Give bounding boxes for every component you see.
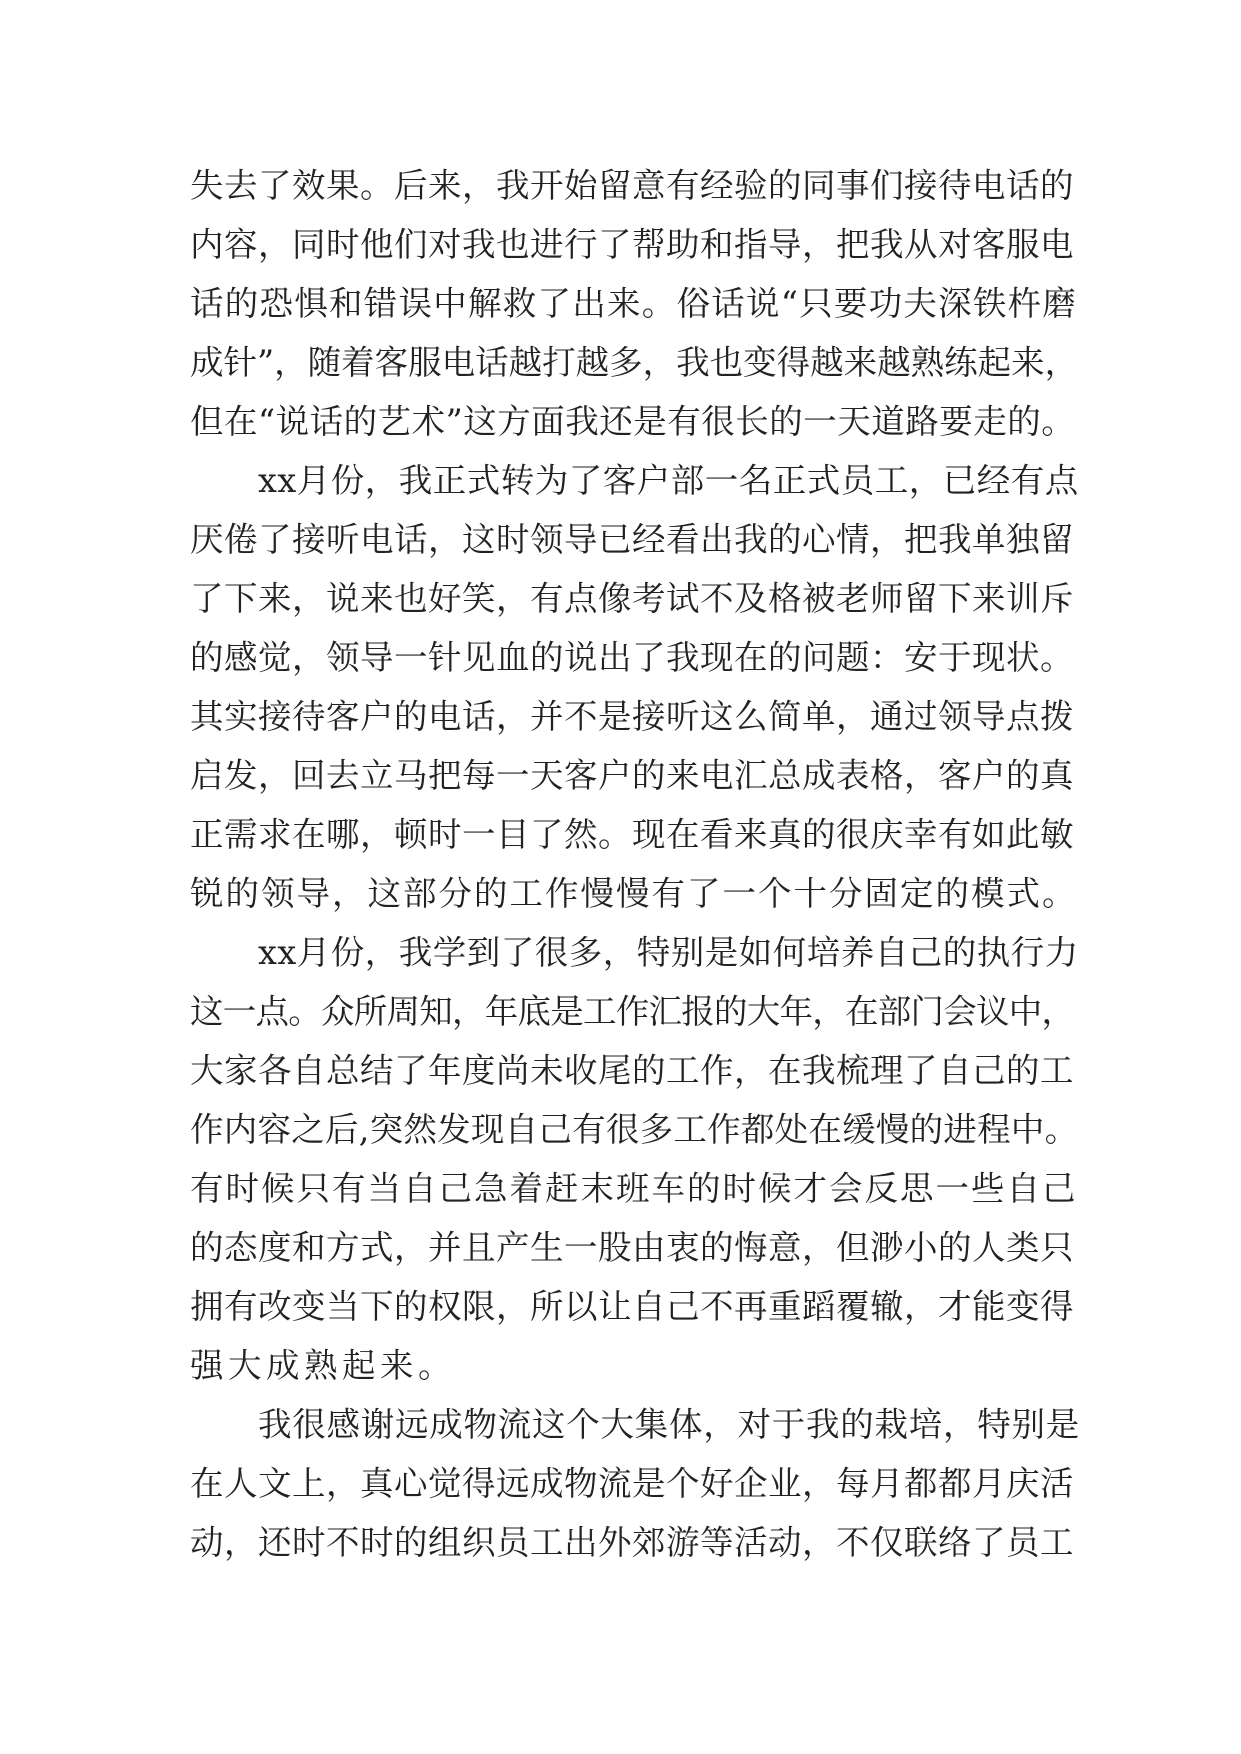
text-line: 但在“说话的艺术”这方面我还是有很长的一天道路要走的。: [190, 402, 1076, 441]
paragraph-first-line: 我很感谢远成物流这个大集体，对于我的栽培，特别是: [258, 1405, 1080, 1444]
body-text: [190, 156, 1080, 1572]
text-line: 的感觉，领导一针见血的说出了我现在的问题：安于现状。: [190, 638, 1074, 677]
text-line: 成针”，随着客服电话越打越多，我也变得越来越熟练起来，: [190, 343, 1079, 382]
text-line: 有时候只有当自己急着赶末班车的时候才会反思一些自己: [190, 1169, 1078, 1208]
paragraph-first-line: xx月份，我正式转为了客户部一名正式员工，已经有点: [258, 461, 1079, 500]
text-line: 话的恐惧和错误中解救了出来。俗话说“只要功夫深铁杵磨: [190, 284, 1078, 323]
text-line: 的态度和方式，并且产生一股由衷的悔意，但渺小的人类只: [190, 1228, 1074, 1267]
text-line: 了下来，说来也好笑，有点像考试不及格被老师留下来训斥: [190, 579, 1074, 618]
text-line: 动，还时不时的组织员工出外郊游等活动，不仅联络了员工: [190, 1523, 1074, 1562]
text-line: 正需求在哪，顿时一目了然。现在看来真的很庆幸有如此敏: [190, 815, 1074, 854]
text-line: 强大成熟起来。: [190, 1346, 456, 1385]
text-line: 启发，回去立马把每一天客户的来电汇总成表格，客户的真: [190, 756, 1074, 795]
paragraph-first-line: xx月份，我学到了很多，特别是如何培养自己的执行力: [258, 933, 1079, 972]
text-line: 厌倦了接听电话，这时领导已经看出我的心情，把我单独留: [190, 520, 1074, 559]
text-line: 失去了效果。后来，我开始留意有经验的同事们接待电话的: [190, 166, 1074, 205]
text-line: 锐的领导，这部分的工作慢慢有了一个十分固定的模式。: [190, 874, 1078, 913]
text-line: 拥有改变当下的权限，所以让自己不再重蹈覆辙，才能变得: [190, 1287, 1074, 1326]
text-line: 这一点。众所周知，年底是工作汇报的大年，在部门会议中，: [190, 992, 1075, 1031]
text-line: 其实接待客户的电话，并不是接听这么简单，通过领导点拨: [190, 697, 1074, 736]
text-line: 大家各自总结了年度尚未收尾的工作，在我梳理了自己的工: [190, 1051, 1074, 1090]
text-line: 在人文上，真心觉得远成物流是个好企业，每月都都月庆活: [190, 1464, 1074, 1503]
text-line: 作内容之后,突然发现自己有很多工作都处在缓慢的进程中。: [190, 1110, 1079, 1149]
text-line: 内容，同时他们对我也进行了帮助和指导，把我从对客服电: [190, 225, 1074, 264]
